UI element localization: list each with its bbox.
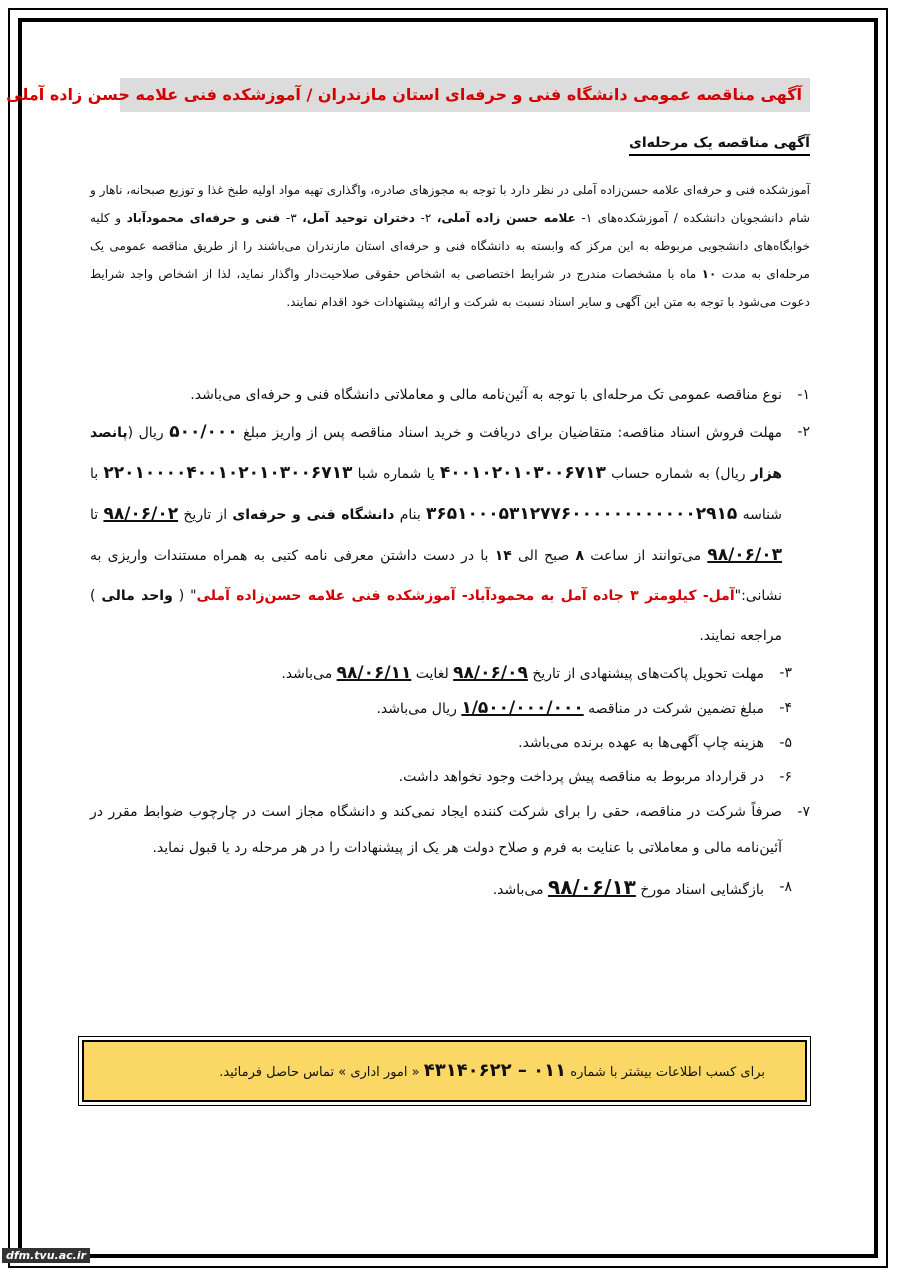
list-item-5: ۵- هزینه چاپ آگهی‌ها به عهده برنده می‌باشد. xyxy=(518,735,792,751)
site-watermark: dfm.tvu.ac.ir xyxy=(2,1248,90,1263)
guarantee-amount: ۱/۵۰۰/۰۰۰/۰۰۰ xyxy=(461,698,584,718)
organization-name: دانشگاه فنی و حرفه‌ای xyxy=(232,507,395,523)
intro-school-2: دختران توحید آمل، xyxy=(302,211,415,225)
opening-date: ۹۸/۰۶/۱۳ xyxy=(548,875,636,899)
sale-date-from: ۹۸/۰۶/۰۲ xyxy=(103,504,179,524)
list-item-8: ۸- بازگشایی اسناد مورخ ۹۸/۰۶/۱۳ می‌باشد. xyxy=(492,875,792,899)
intro-paragraph: آموزشکده فنی و حرفه‌ای علامه حسن‌زاده آملی در نظر دارد با توجه به مجوزهای صادره، واگذاری تهیه مواد اولیه طبخ غذا و توزیع صبحانه، ناهار و شام دانشجویان دانشکده / آموزشکده‌های ۱- علامه حسن زاده آملی، ۲- دختران توحید آمل، ۳- فنی و حرفه‌ای محمودآباد و کلیه خوابگاه‌های دانشجویی مربوطه به این مرکز که وابسته به دانشگاه فنی و حرفه‌ای استان مازندران می‌باشند را از طریق مناقصه عمومی یک مرحله‌ای به مدت ۱۰ ماه با مشخصات مندرج در شرایط اختصاصی به اشخاص حقوقی صلاحیت‌دار واگذار نماید، لذا از اشخاص واجد شرایط دعوت می‌شود با توجه به متن این آگهی و سایر اسناد نسبت به شرکت و ارائه پیشنهادات خود اقدام نمایند. xyxy=(90,183,810,309)
list-item-2: ۲- مهلت فروش اسناد مناقصه: متقاضیان برای دریافت و خرید اسناد مناقصه پس از واریز مبلغ ۵۰۰/۰۰۰ ریال (پانصد هزار ریال) به شماره حساب ۴۰۰۱۰۲۰۱۰۳۰۰۶۷۱۳ یا شماره شبا ۲۲۰۱۰۰۰۰۴۰۰۱۰۲۰۱۰۳۰۰۶۷۱۳ با شناسه ۳۶۵۱۰۰۰۵۳۱۲۷۷۶۰۰۰۰۰۰۰۰۰۰۰۰۲۹۱۵ بنام دانشگاه فنی و حرفه‌ای از تاریخ ۹۸/۰۶/۰۲ تا ۹۸/۰۶/۰۳ می‌توانند از ساعت ۸ صبح الی ۱۴ با در دست داشتن معرفی نامه کتبی به همراه مستندات واریزی به نشانی:"آمل- کیلومتر ۳ جاده آمل به محمودآباد- آموزشکده فنی علامه حسن‌زاده آملی" ( واحد مالی ) مراجعه نمایند. xyxy=(90,422,810,644)
intro-school-3: فنی و حرفه‌ای محمودآباد xyxy=(126,211,281,225)
intro-duration: ۱۰ xyxy=(701,267,717,281)
delivery-date-from: ۹۸/۰۶/۰۹ xyxy=(453,663,528,683)
account-number: ۴۰۰۱۰۲۰۱۰۳۰۰۶۷۱۳ xyxy=(439,463,606,483)
list-item-1: ۱- نوع مناقصه عمومی تک مرحله‌ای با توجه به آئین‌نامه مالی و معاملاتی دانشگاه فنی و حرفه‌ای می‌باشد. xyxy=(190,387,810,403)
list-item-4: ۴- مبلغ تضمین شرکت در مناقصه ۱/۵۰۰/۰۰۰/۰۰۰ ریال می‌باشد. xyxy=(376,698,792,718)
delivery-date-to: ۹۸/۰۶/۱۱ xyxy=(336,663,412,683)
hour-from: ۸ xyxy=(575,548,584,564)
payment-id: ۳۶۵۱۰۰۰۵۳۱۲۷۷۶۰۰۰۰۰۰۰۰۰۰۰۰۲۹۱۵ xyxy=(426,504,738,524)
address: آمل- کیلومتر ۳ جاده آمل به محمودآباد- آموزشکده فنی علامه حسن‌زاده آملی xyxy=(196,588,735,604)
list-item-3: ۳- مهلت تحویل پاکت‌های پیشنهادی از تاریخ ۹۸/۰۶/۰۹ لغایت ۹۸/۰۶/۱۱ می‌باشد. xyxy=(281,663,792,683)
intro-school-1: علامه حسن زاده آملی، xyxy=(436,211,576,225)
announcement-title: آگهی مناقصه عمومی دانشگاه فنی و حرفه‌ای استان مازندران / آموزشکده فنی علامه حسن زاده آملی xyxy=(120,78,810,112)
conditions-list xyxy=(90,378,810,911)
sale-date-to: ۹۸/۰۶/۰۳ xyxy=(707,545,783,565)
list-item-7: ۷- صرفاً شرکت در مناقصه، حقی را برای شرکت کننده ایجاد نمی‌کند و دانشگاه مجاز است در چارچوب ضوابط مقرر در آئین‌نامه مالی و معاملاتی با عنایت به فرم و صلاح دولت هر یک از پیشنهادات را در هر مرحله رد یا قبول نماید. xyxy=(90,804,810,856)
contact-phone: ۰۱۱ – ۴۳۱۴۰۶۲۲ xyxy=(423,1060,567,1081)
finance-unit: واحد مالی xyxy=(101,588,173,604)
fee-amount: ۵۰۰/۰۰۰ xyxy=(169,422,238,442)
contact-info-box: برای کسب اطلاعات بیشتر با شماره ۰۱۱ – ۴۳۱۴۰۶۲۲ « امور اداری » تماس حاصل فرمائید. xyxy=(82,1040,807,1102)
hour-to: ۱۴ xyxy=(494,548,512,564)
sheba-number: ۲۲۰۱۰۰۰۰۴۰۰۱۰۲۰۱۰۳۰۰۶۷۱۳ xyxy=(103,463,353,483)
list-item-6: ۶- در قرارداد مربوط به مناقصه پیش پرداخت وجود نخواهد داشت. xyxy=(398,769,792,785)
fee-amount-words: پانصد هزار xyxy=(90,425,782,482)
announcement-subtitle: آگهی مناقصه یک مرحله‌ای xyxy=(629,132,810,156)
